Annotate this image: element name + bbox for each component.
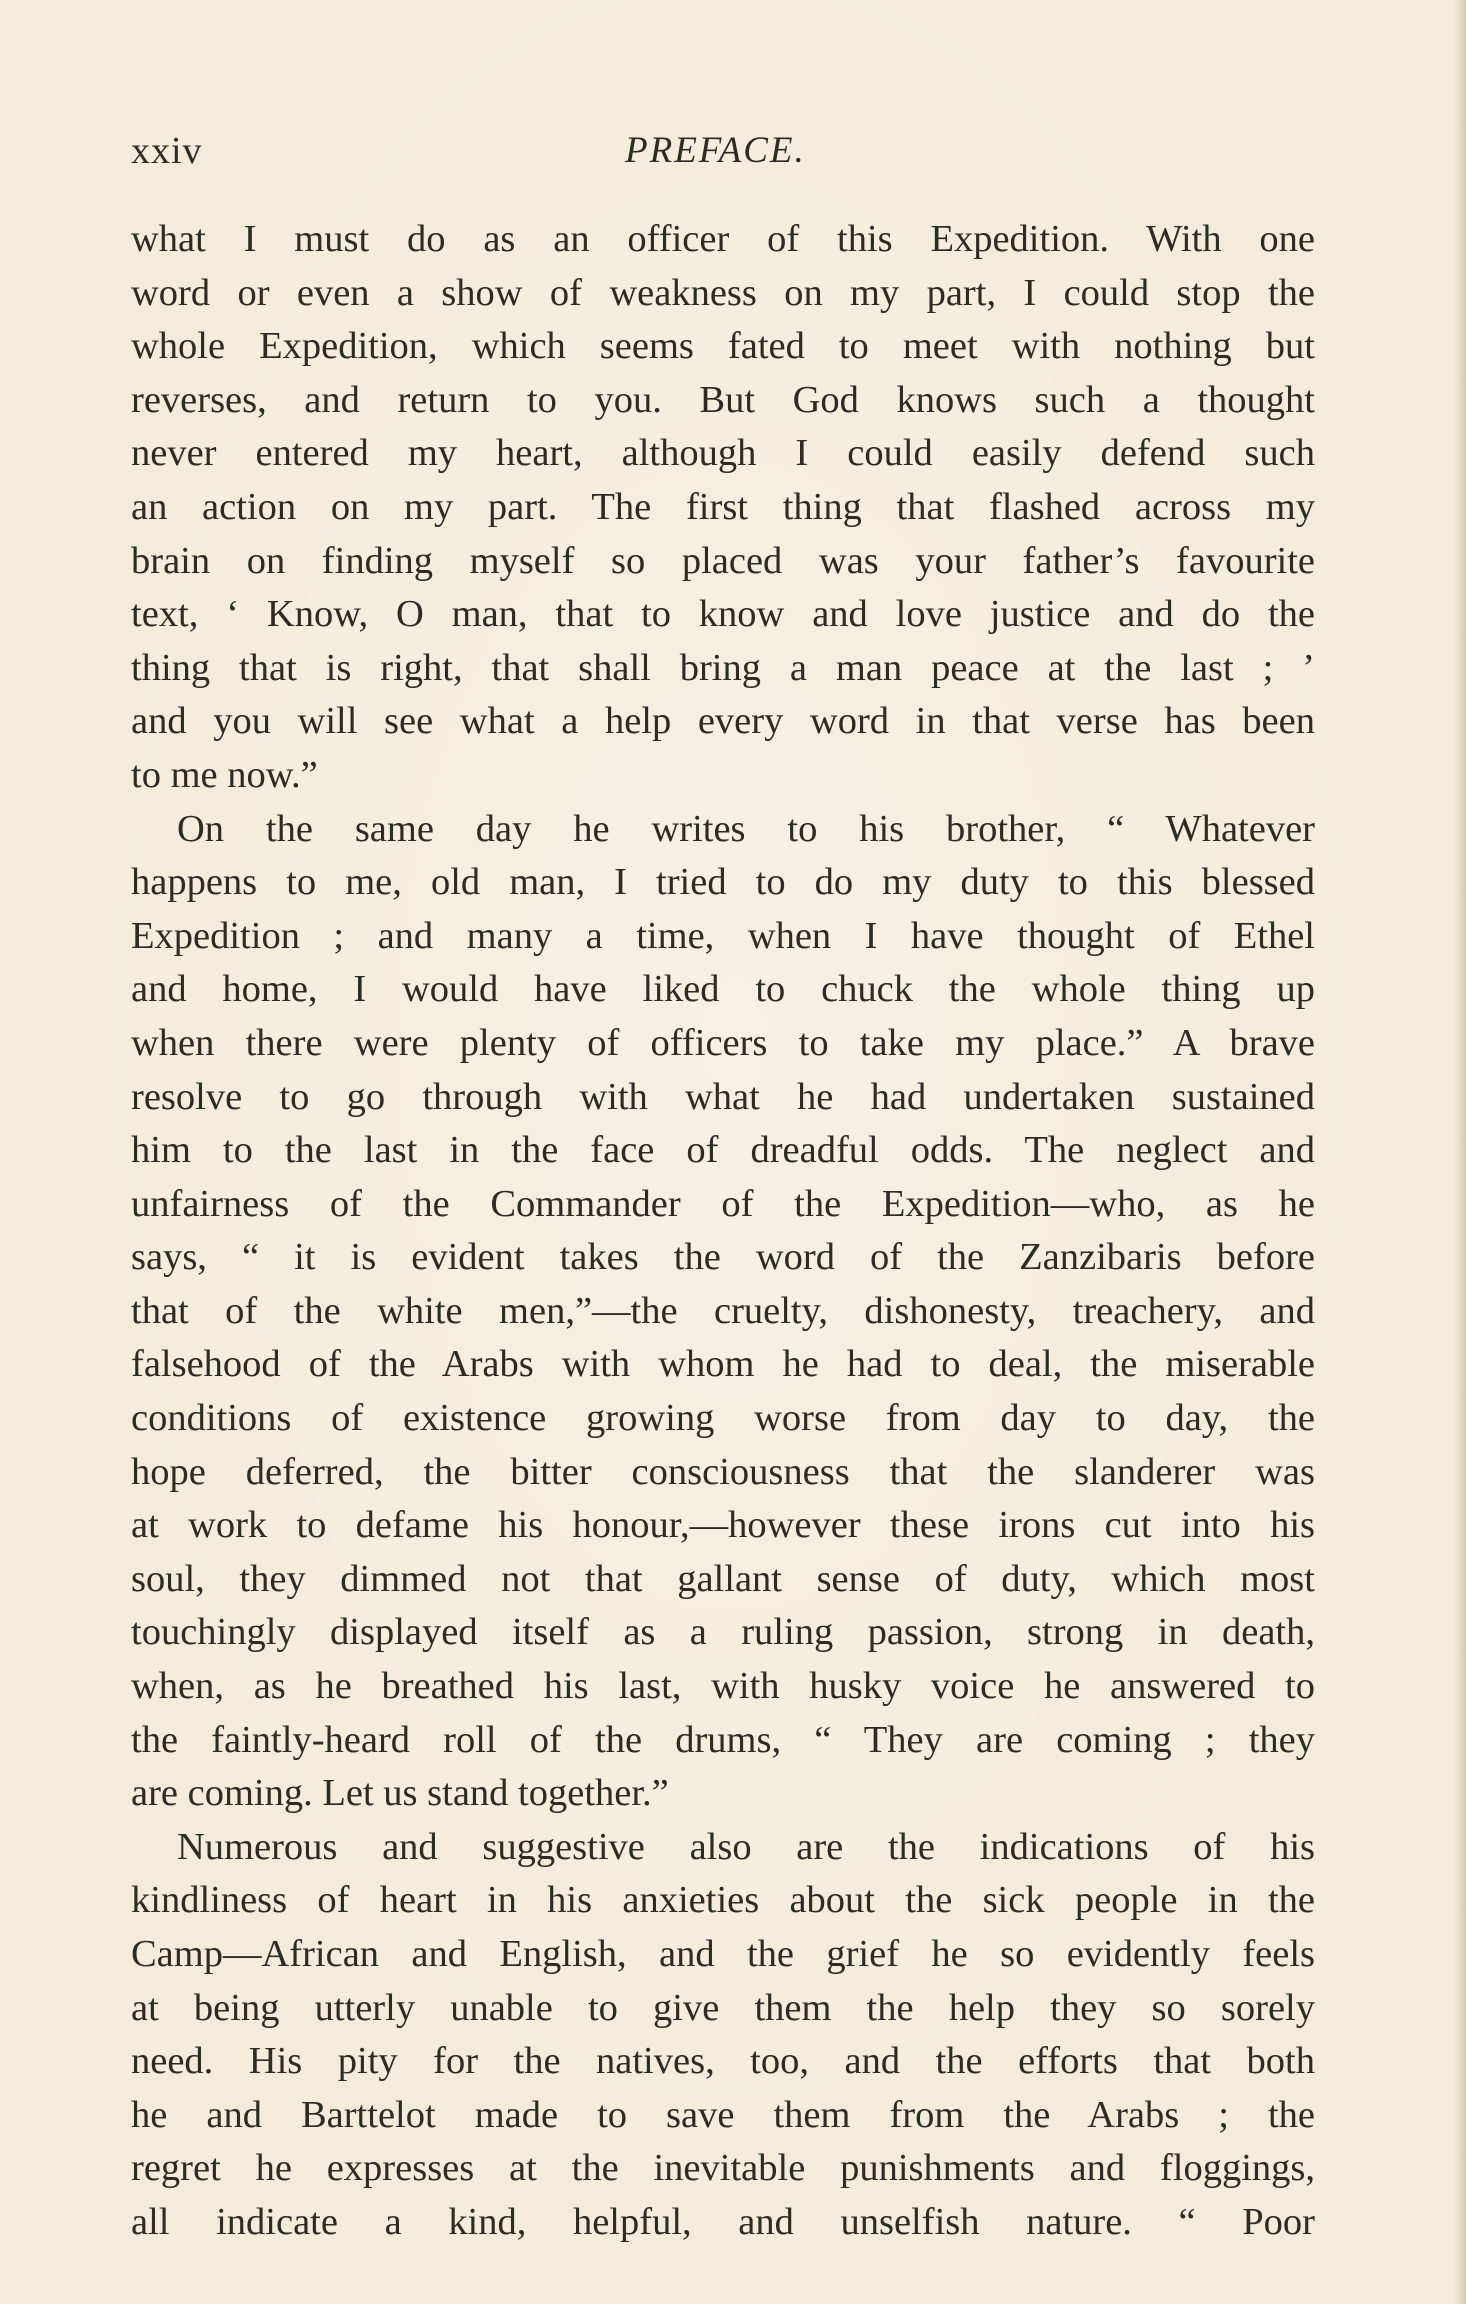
text-line: regret he expresses at the inevitable punishments and floggings, <box>131 2147 1315 2190</box>
page-header <box>131 126 1331 176</box>
text-line: that of the white men,”—the cruelty, dishonesty, treachery, and <box>131 1289 1315 1332</box>
text-line: what I must do as an officer of this Expedition. With one <box>131 218 1315 260</box>
text-line: when, as he breathed his last, with husky voice he answered to <box>131 1665 1315 1708</box>
text-line: happens to me, old man, I tried to do my duty to this blessed <box>131 861 1315 904</box>
text-line: conditions of existence growing worse from day to day, the <box>131 1397 1315 1440</box>
text-line: never entered my heart, although I could easily defend such <box>131 432 1315 475</box>
text-line: unfairness of the Commander of the Expedition—who, as he <box>131 1182 1315 1225</box>
text-line: to me now.” <box>131 753 318 796</box>
text-line: reverses, and return to you. But God knows such a thought <box>131 378 1315 421</box>
text-line: the faintly-heard roll of the drums, “ They are coming ; they <box>131 1718 1315 1761</box>
text-line: an action on my part. The first thing that flashed across my <box>131 485 1315 528</box>
text-line: brain on finding myself so placed was your father’s favourite <box>131 539 1315 582</box>
text-line: word or even a show of weakness on my part, I could stop the <box>131 271 1315 314</box>
body-text <box>131 213 1315 2250</box>
running-head: PREFACE. <box>625 130 806 171</box>
text-line: soul, they dimmed not that gallant sense of duty, which most <box>131 1557 1315 1600</box>
text-line: all indicate a kind, helpful, and unselfish nature. “ Poor <box>131 2200 1315 2243</box>
text-line: thing that is right, that shall bring a man peace at the last ; ’ <box>131 646 1315 689</box>
text-line: when there were plenty of officers to take my place.” A brave <box>131 1021 1315 1064</box>
text-line: at being utterly unable to give them the help they so sorely <box>131 1986 1315 2029</box>
text-line: Numerous and suggestive also are the indications of his <box>177 1825 1315 1868</box>
text-line: resolve to go through with what he had undertaken sustained <box>131 1075 1315 1118</box>
text-line: touchingly displayed itself as a ruling passion, strong in death, <box>131 1611 1315 1654</box>
text-line: text, ‘ Know, O man, that to know and love justice and do the <box>131 593 1315 636</box>
text-line: kindliness of heart in his anxieties about the sick people in the <box>131 1879 1315 1922</box>
text-line: need. His pity for the natives, too, and the efforts that both <box>131 2040 1315 2083</box>
text-line: him to the last in the face of dreadful odds. The neglect and <box>131 1129 1315 1172</box>
text-line: and you will see what a help every word in that verse has been <box>131 700 1315 743</box>
text-line: whole Expedition, which seems fated to meet with nothing but <box>131 325 1315 368</box>
page-number: xxiv <box>131 130 203 172</box>
text-line: Camp—African and English, and the grief he so evidently feels <box>131 1933 1315 1975</box>
text-line: and home, I would have liked to chuck the whole thing up <box>131 968 1315 1011</box>
text-line: hope deferred, the bitter consciousness that the slanderer was <box>131 1450 1315 1493</box>
page-edge-shadow <box>1454 0 1466 2304</box>
text-line: Expedition ; and many a time, when I have thought of Ethel <box>131 914 1315 957</box>
text-line: says, “ it is evident takes the word of the Zanzibaris before <box>131 1236 1315 1279</box>
text-line: at work to defame his honour,—however these irons cut into his <box>131 1504 1315 1547</box>
text-line: are coming. Let us stand together.” <box>131 1772 669 1815</box>
text-line: On the same day he writes to his brother, “ Whatever <box>177 807 1315 850</box>
text-line: he and Barttelot made to save them from the Arabs ; the <box>131 2093 1315 2136</box>
text-line: falsehood of the Arabs with whom he had to deal, the miserable <box>131 1343 1315 1386</box>
